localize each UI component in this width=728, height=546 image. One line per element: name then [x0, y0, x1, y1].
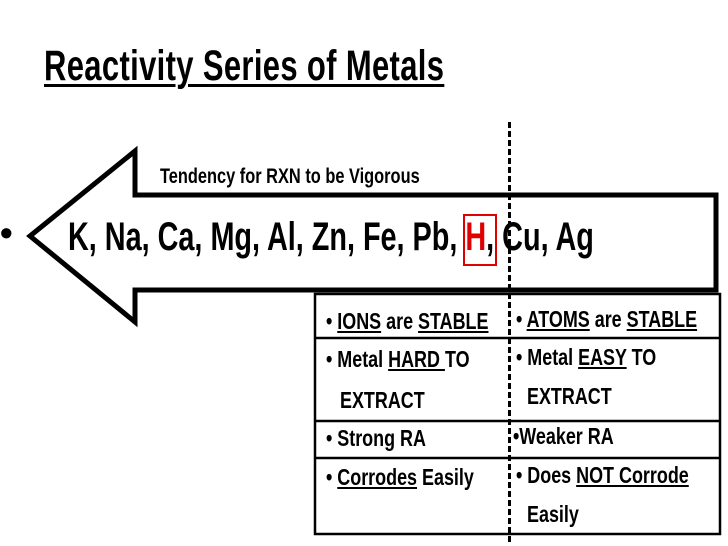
right-row-does-not-corrode [516, 459, 689, 491]
atoms-word: ATOMS [526, 306, 590, 332]
hydrogen-highlight-box [463, 214, 497, 266]
right-row-extract-line2: EXTRACT [527, 383, 612, 409]
series-hydrogen: H [465, 215, 487, 259]
does-word: Does [527, 462, 577, 488]
stable-word: STABLE [418, 308, 489, 334]
left-row-hard-extract [326, 343, 470, 375]
stable-word: STABLE [626, 306, 698, 332]
hard-word: HARD [388, 346, 445, 372]
right-row-easy-extract [516, 341, 656, 373]
series-metals-before-h: K, Na, Ca, Mg, Al, Zn, Fe, Pb, [68, 215, 458, 259]
bullet: • [516, 306, 527, 332]
to-word: TO [444, 346, 470, 372]
ions-word: IONS [337, 308, 382, 334]
series-metals-after-h: , Cu, Ag [486, 215, 594, 259]
bullet: • [516, 462, 528, 488]
metal-word: Metal [527, 344, 579, 370]
right-row-easily-line2: Easily [527, 501, 579, 527]
are-word: are [381, 308, 419, 334]
left-row-ions-stable [326, 305, 488, 337]
hydrogen-divider-line [508, 122, 511, 542]
bullet: • [326, 308, 338, 334]
are-word: are [589, 306, 627, 332]
left-row-extract-line2: EXTRACT [340, 387, 425, 413]
right-row-atoms-stable [516, 303, 697, 335]
left-row-strong-ra: • Strong RA [326, 425, 426, 451]
bullet: • [326, 346, 338, 372]
to-word: TO [626, 344, 657, 370]
bullet: • [326, 464, 338, 490]
left-row-corrodes [326, 461, 474, 493]
easy-word: EASY [578, 344, 627, 370]
metal-word: Metal [337, 346, 389, 372]
slide-title: Reactivity Series of Metals [44, 42, 445, 90]
bullet: • [516, 344, 528, 370]
series-bullet: • [0, 212, 13, 253]
right-row-weaker-ra: •Weaker RA [513, 423, 614, 449]
easily-word: Easily [417, 464, 474, 490]
arrow-label: Tendency for RXN to be Vigorous [160, 165, 420, 188]
reactivity-series [68, 215, 594, 260]
corrodes-word: Corrodes [337, 464, 418, 490]
not-corrode-words: NOT Corrode [576, 462, 689, 488]
